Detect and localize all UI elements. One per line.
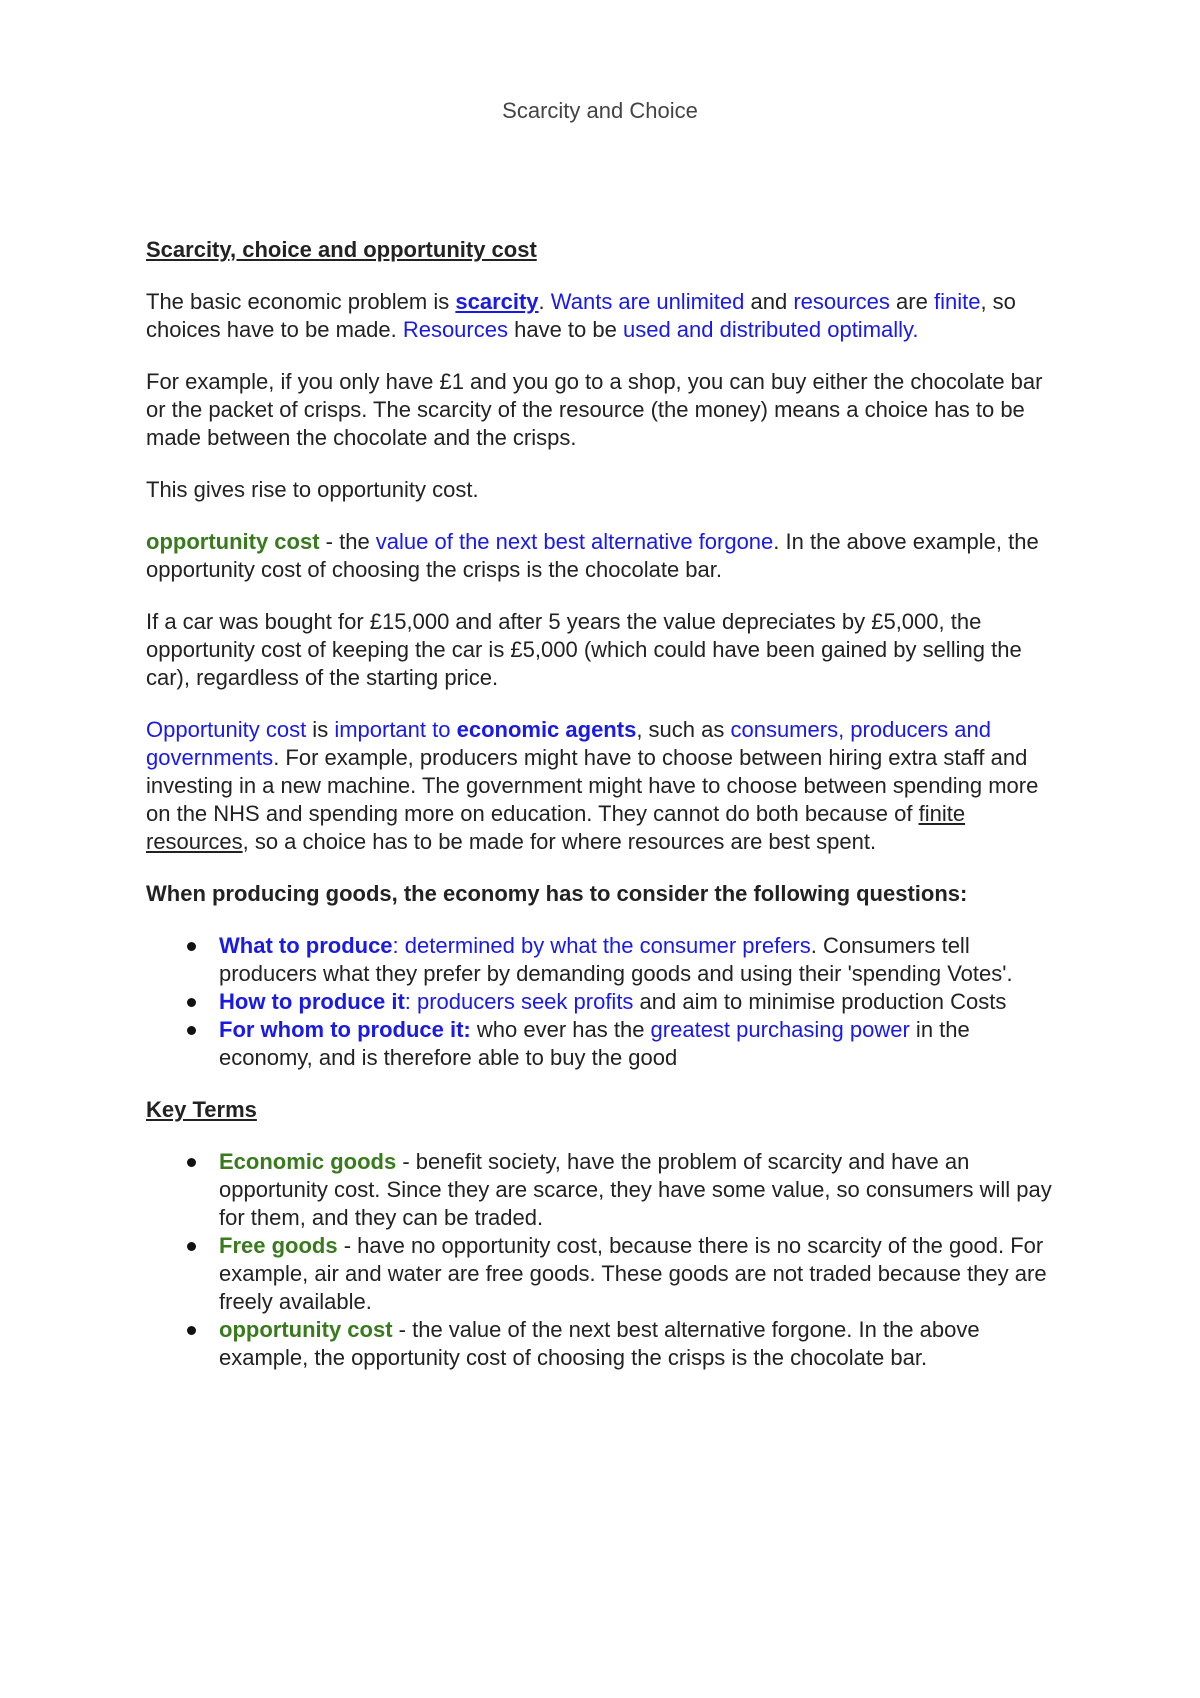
key-terms-list (146, 1148, 1066, 1372)
key-terms-heading: Key Terms (146, 1097, 257, 1122)
economic-agents-term: economic agents (456, 717, 637, 742)
bullet-icon (187, 1242, 196, 1251)
opportunity-cost-term: opportunity cost (146, 529, 320, 554)
paragraph-economic-agents: Opportunity cost is important to economic agents, such as consumers, producers and governments. For example, producers might have to choose between hiring extra staff and investing in a new machine. The government might have to choose between spending more on the NHS and spending more on education. They cannot do both because of finite resources, so a choice has to be made for where resources are best spent. (146, 717, 1039, 854)
paragraph-example: For example, if you only have £1 and you go to a shop, you can buy either the chocolate bar or the packet of crisps. The scarcity of the resource (the money) means a choice has to be made between the chocolate and the crisps. (146, 369, 1043, 450)
list-item: What to produce: determined by what the consumer prefers. Consumers tell producers what they prefer by demanding goods and using their 'spending Votes'. (146, 932, 1066, 988)
bullet-icon (187, 1158, 196, 1167)
questions-list (146, 932, 1066, 1072)
scarcity-term: scarcity (455, 289, 539, 314)
paragraph-basic-problem: The basic economic problem is scarcity. Wants are unlimited and resources are finite, so choices have to be made. Resources have to be used and distributed optimally. (146, 289, 1016, 342)
list-item: opportunity cost - the value of the next best alternative forgone. In the above example, the opportunity cost of choosing the crisps is the chocolate bar. (146, 1316, 1066, 1372)
list-item: Economic goods - benefit society, have the problem of scarcity and have an opportunity cost. Since they are scarce, they have some value, so consumers will pay for them, and they can be traded. (146, 1148, 1066, 1232)
bullet-icon (187, 942, 196, 951)
bullet-icon (187, 1026, 196, 1035)
section-heading-scarcity: Scarcity, choice and opportunity cost (146, 237, 537, 262)
list-item: For whom to produce it: who ever has the greatest purchasing power in the economy, and is therefore able to buy the good (146, 1016, 1066, 1072)
list-item: Free goods - have no opportunity cost, because there is no scarcity of the good. For example, air and water are free goods. These goods are not traded because they are freely available. (146, 1232, 1066, 1316)
questions-heading: When producing goods, the economy has to consider the following questions: (146, 881, 968, 906)
document-body (146, 236, 1066, 1396)
bullet-icon (187, 1326, 196, 1335)
bullet-icon (187, 998, 196, 1007)
page-title: Scarcity and Choice (502, 98, 698, 123)
paragraph-car-example: If a car was bought for £15,000 and after 5 years the value depreciates by £5,000, the opportunity cost of keeping the car is £5,000 (which could have been gained by selling the car), regardless of the starting price. (146, 609, 1022, 690)
list-item: How to produce it: producers seek profits and aim to minimise production Costs (146, 988, 1066, 1016)
paragraph-opportunity-cost-definition: opportunity cost - the value of the next best alternative forgone. In the above example, the opportunity cost of choosing the crisps is the chocolate bar. (146, 529, 1039, 582)
paragraph-gives-rise: This gives rise to opportunity cost. (146, 477, 479, 502)
